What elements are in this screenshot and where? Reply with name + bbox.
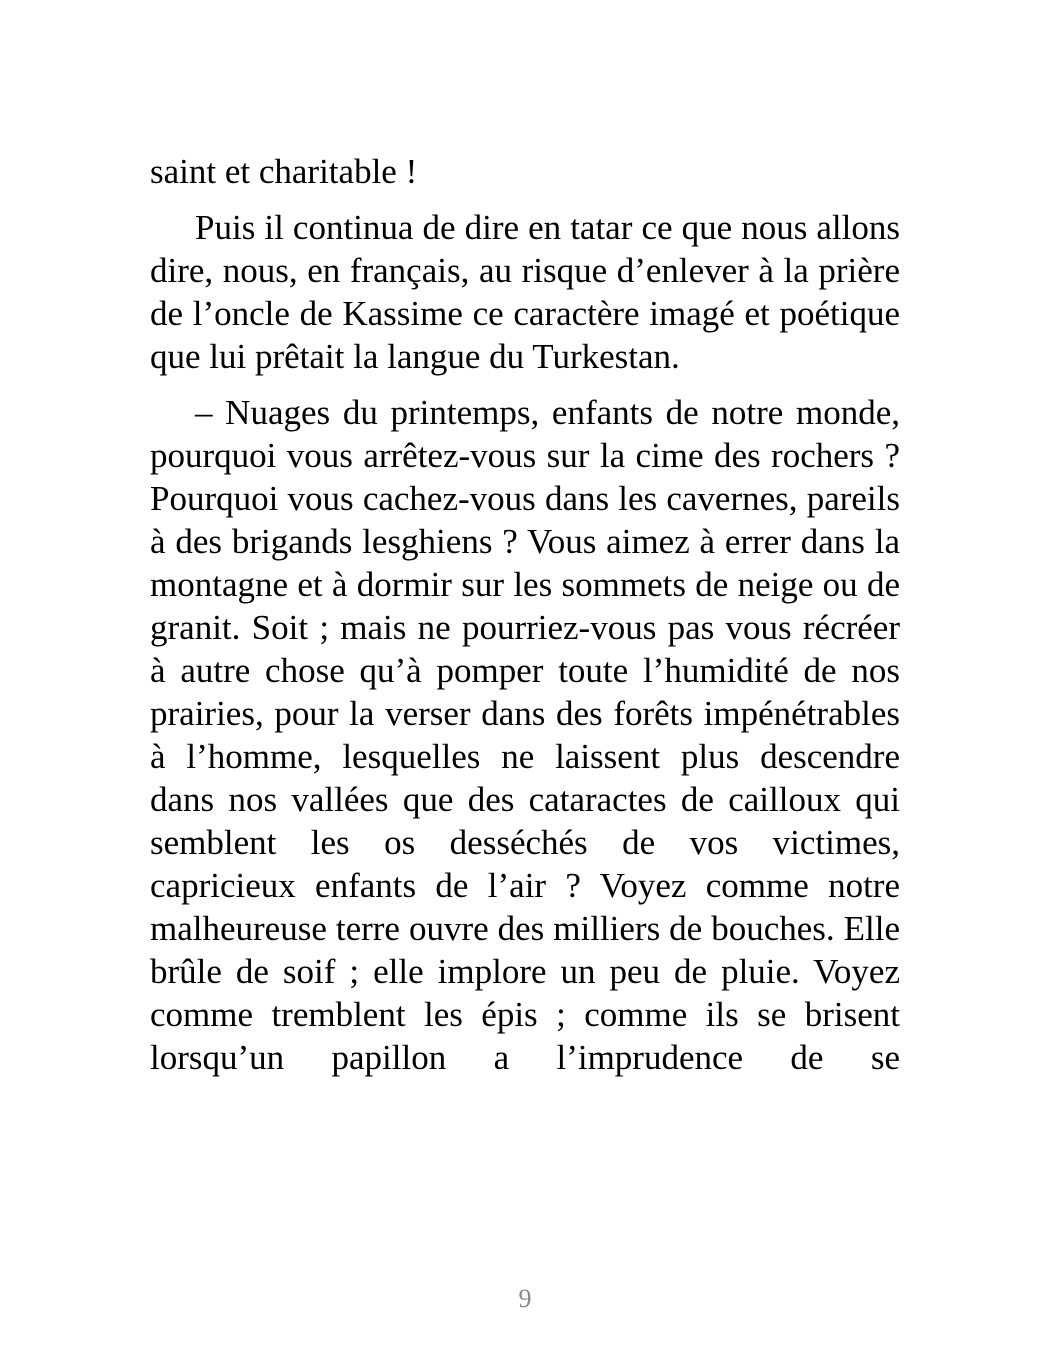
paragraph-dialogue: – Nuages du printemps, enfants de notre monde, pourquoi vous arrêtez-vous sur la cime des rochers ? Pourquoi vous cachez-vous dans les cavernes, pareils à des brigands lesghiens ? Vous aimez à errer dans la montagne et à dormir sur les sommets de neige ou de granit. Soit ; mais ne pourriez-vous pas vous récréer à autre chose qu’à pomper toute l’humidité de nos prairies, pour la verser dans des forêts impénétrables à l’homme, lesquelles ne laissent plus descendre dans nos vallées que des cataractes de cailloux qui semblent les os desséchés de vos victimes, capricieux enfants de l’air ? Voyez comme notre malheureuse terre ouvre des milliers de bouches. Elle brûle de soif ; elle implore un peu de pluie. Voyez comme tremblent les épis ; comme ils se brisent lorsqu’un papillon a l’imprudence de se — [150, 393, 900, 1077]
paragraph-continuation: saint et charitable ! — [150, 152, 418, 191]
page-number: 9 — [518, 1284, 532, 1313]
page-body — [150, 150, 900, 1079]
paragraph-narration: Puis il continua de dire en tatar ce que nous allons dire, nous, en français, au risque d’enlever à la prière de l’oncle de Kassime ce caractère imagé et poétique que lui prêtait la langue du Turkestan. — [150, 208, 900, 376]
